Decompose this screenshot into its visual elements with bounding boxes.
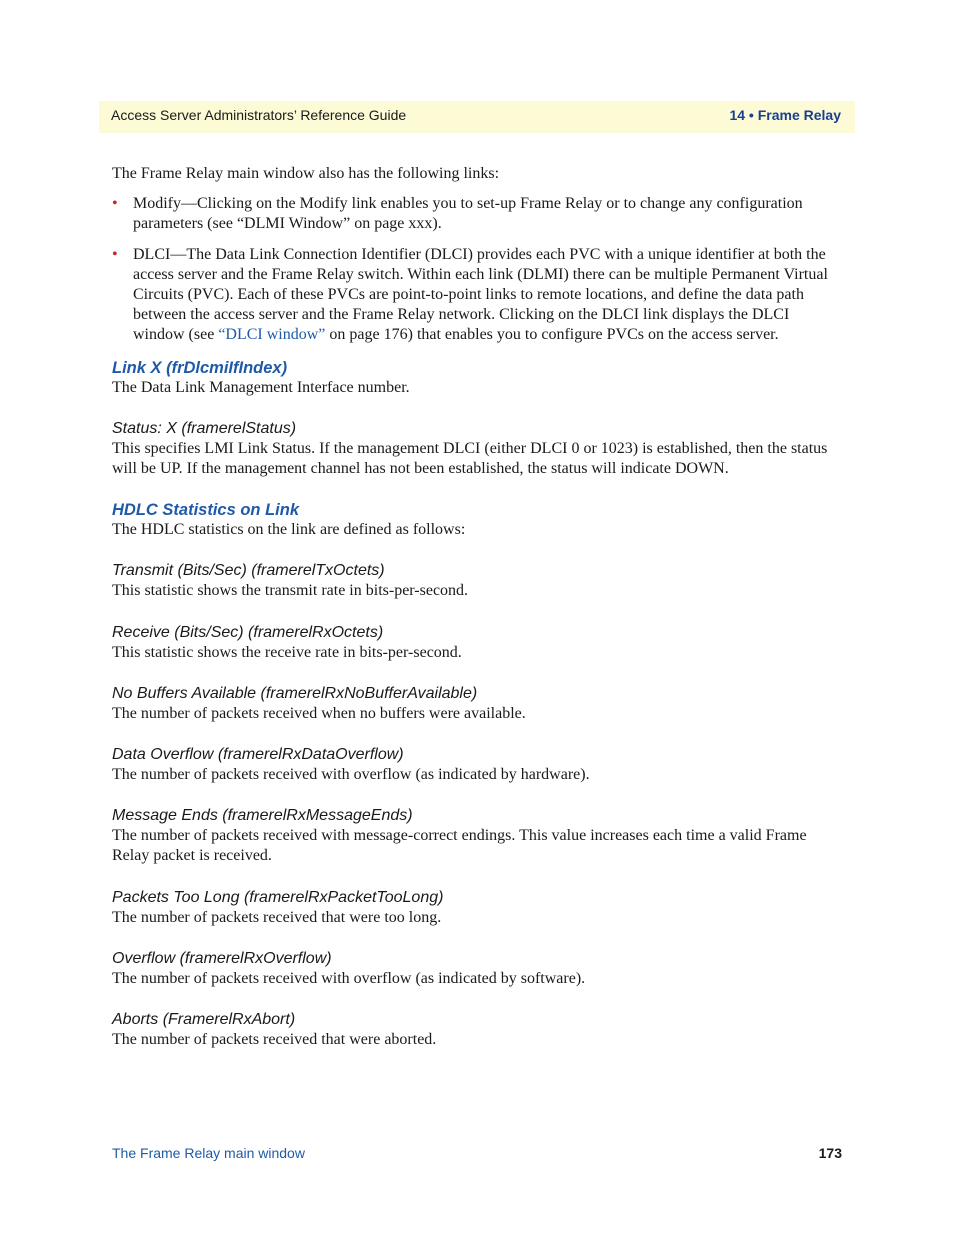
list-item-text: Modify—Clicking on the Modify link enables you to set-up Frame Relay or to change any configuration parameters (see “DLMI Window” on page xxx).	[133, 195, 803, 233]
intro-paragraph: The Frame Relay main window also has the following links:	[112, 165, 500, 182]
body-receive: This statistic shows the receive rate in bits-per-second.	[112, 643, 462, 661]
section-heading-hdlc: HDLC Statistics on Link	[112, 501, 300, 520]
header-chapter: 14 • Frame Relay	[729, 107, 841, 123]
subheading-aborts: Aborts (FramerelRxAbort)	[112, 1011, 296, 1029]
subheading-no-buffers: No Buffers Available (framerelRxNoBufferAvailable)	[112, 684, 478, 702]
page-number: 173	[818, 1145, 842, 1161]
list-item-text-after: on page 176) that enables you to configure PVCs on the access server.	[325, 326, 779, 344]
body-message-ends: The number of packets received with message-correct endings. This value increases each time a valid Frame Relay packet is received.	[112, 827, 807, 865]
body-data-overflow: The number of packets received with overflow (as indicated by hardware).	[112, 766, 590, 784]
body-status: This specifies LMI Link Status. If the management DLCI (either DLCI 0 or 1023) is established, then the status will be UP. If the management channel has not been established, the status will indicate DOWN.	[112, 439, 828, 478]
body-aborts: The number of packets received that were aborted.	[112, 1031, 437, 1049]
bullet-icon: •	[112, 195, 118, 213]
body-too-long: The number of packets received that were too long.	[112, 908, 442, 926]
subheading-receive: Receive (Bits/Sec) (framerelRxOctets)	[112, 623, 384, 641]
section-body-link-x: The Data Link Management Interface number.	[112, 378, 410, 396]
subheading-transmit: Transmit (Bits/Sec) (framerelTxOctets)	[112, 562, 385, 580]
subheading-status: Status: X (framerelStatus)	[112, 419, 297, 437]
body-no-buffers: The number of packets received when no buffers were available.	[112, 704, 526, 722]
subheading-overflow: Overflow (framerelRxOverflow)	[112, 949, 332, 967]
footer-section-title: The Frame Relay main window	[112, 1145, 305, 1161]
list-item-dlci	[112, 245, 844, 346]
main-content	[112, 164, 844, 1050]
section-heading-link-x: Link X (frDlcmiIfIndex)	[112, 358, 288, 377]
body-overflow: The number of packets received with overflow (as indicated by software).	[112, 969, 586, 987]
bullet-icon: •	[112, 245, 118, 263]
subheading-data-overflow: Data Overflow (framerelRxDataOverflow)	[112, 746, 404, 764]
subheading-message-ends: Message Ends (framerelRxMessageEnds)	[112, 807, 413, 825]
section-body-hdlc: The HDLC statistics on the link are defined as follows:	[112, 521, 466, 539]
links-list	[112, 194, 844, 345]
subheading-too-long: Packets Too Long (framerelRxPacketTooLong)	[112, 888, 444, 906]
dlci-window-link[interactable]: “DLCI window”	[218, 326, 326, 344]
page-header	[99, 101, 855, 133]
header-book-title: Access Server Administrators’ Reference Guide	[111, 107, 407, 123]
list-item-modify	[112, 194, 844, 234]
body-transmit: This statistic shows the transmit rate in bits-per-second.	[112, 582, 469, 600]
list-item-text: DLCI—The Data Link Connection Identifier (DLCI) provides each PVC with a unique identifier at both the access server and the Frame Relay switch. Within each link (DLMI) there can be multiple Permanent Virtual Circuits (PVC). Each of these PVCs are point-to-point links to remote locations, and define the data path between the access server and the Frame Relay network. Clicking on the DLCI link displays the DLCI window (see	[133, 245, 828, 344]
